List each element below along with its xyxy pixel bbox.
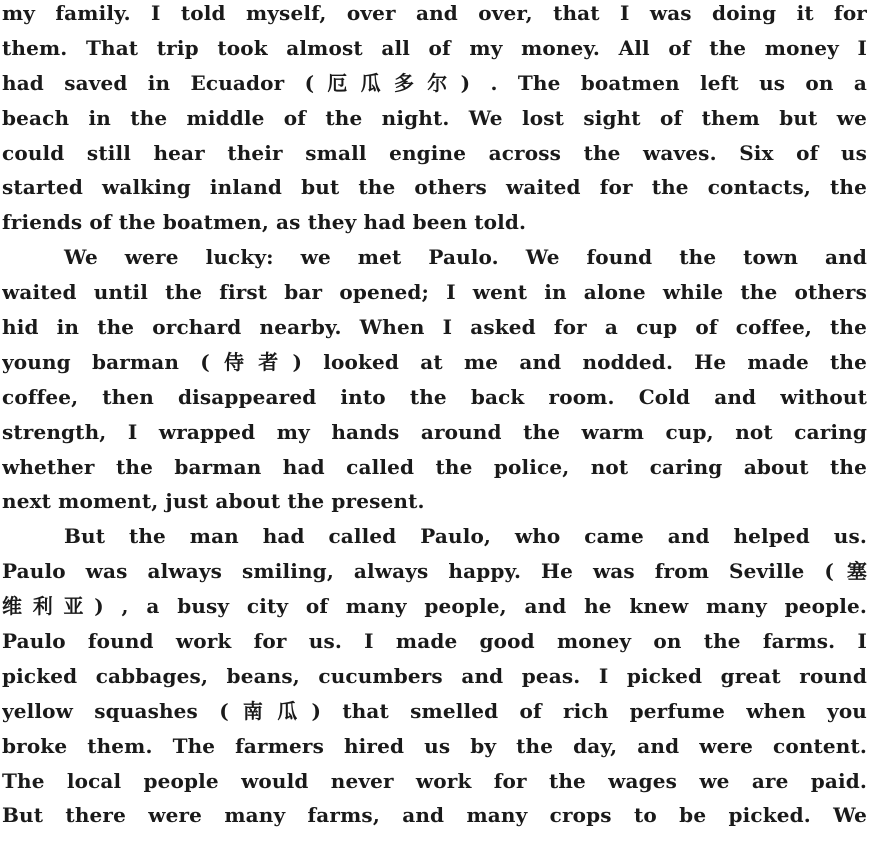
text-line: hid in the orchard nearby. When I asked for a cup of coffee, the [2,315,867,340]
paragraph-1 [2,0,867,240]
text-line: 维利亚) , a busy city of many people, and he knew many people. [2,594,867,619]
text-line: had saved in Ecuador (厄瓜多尔) . The boatmen left us on a [2,70,867,95]
text-line: But there were many farms, and many crops to be picked. We [2,803,867,828]
body-text [2,0,867,833]
text-line: them. That trip took almost all of my money. All of the money I [2,35,867,60]
text-line: friends of the boatmen, as they had been told. [2,210,527,235]
text-line: Paulo was always smiling, always happy. He was from Seville (塞 [2,559,867,584]
text-line: The local people would never work for the wages we are paid. [2,768,867,793]
text-line: young barman (侍者) looked at me and nodded. He made the [2,349,867,374]
text-line: could still hear their small engine across the waves. Six of us [2,140,867,165]
text-line: broke them. The farmers hired us by the day, and were content. [2,733,867,758]
text-line: But the man had called Paulo, who came and helped us. [64,524,867,549]
paragraph-3 [2,519,867,833]
text-line: coffee, then disappeared into the back room. Cold and without [2,384,867,409]
text-line: yellow squashes (南瓜) that smelled of rich perfume when you [2,698,867,723]
text-line: my family. I told myself, over and over, that I was doing it for [2,1,867,25]
text-line: whether the barman had called the police, not caring about the [2,454,867,479]
text-line: next moment, just about the present. [2,489,425,514]
text-line: picked cabbages, beans, cucumbers and peas. I picked great round [2,663,867,688]
text-line: We were lucky: we met Paulo. We found the town and [64,245,867,270]
text-line: beach in the middle of the night. We lost sight of them but we [2,105,867,130]
text-line: strength, I wrapped my hands around the warm cup, not caring [2,419,867,444]
text-line: started walking inland but the others waited for the contacts, the [2,175,867,200]
text-line: waited until the first bar opened; I went in alone while the others [2,280,867,305]
paragraph-2 [2,240,867,519]
text-line: Paulo found work for us. I made good money on the farms. I [2,629,867,654]
